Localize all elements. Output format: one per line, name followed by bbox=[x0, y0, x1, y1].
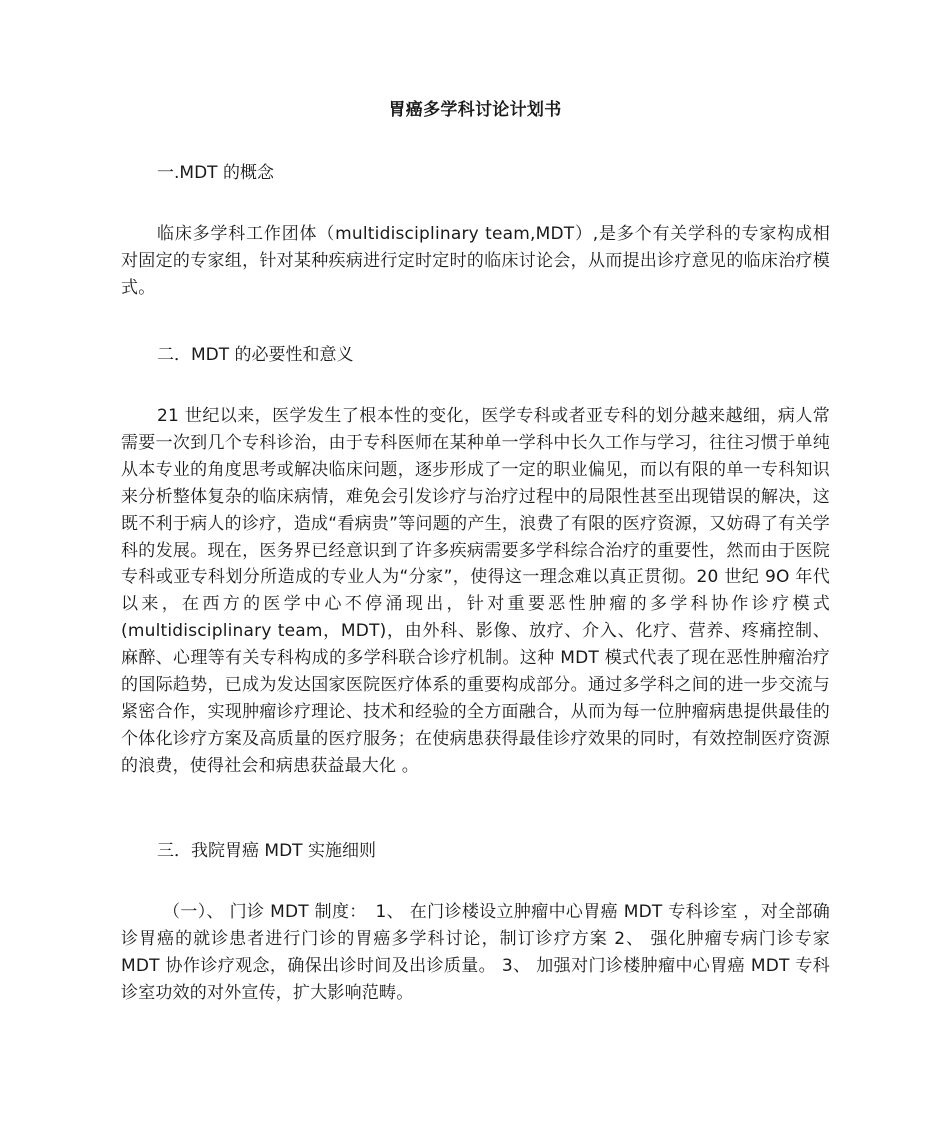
document-title: 胃癌多学科讨论计划书 bbox=[388, 100, 562, 120]
section-paragraph-outpatient-mdt: （一）、 门诊 MDT 制度： 1、 在门诊楼设立肿瘤中心胃癌 MDT 专科诊室 ，对全部确诊胃癌的就诊患者进行门诊的胃癌多学科讨论，制订诊疗方案 2、 强化肿瘤专病门诊专家 MDT 协作诊疗观念，确保出诊时间及出诊质量。 3、 加强对门诊楼肿瘤中心胃癌 MDT 专科诊室功效的对外宣传，扩大影响范畴。 bbox=[121, 902, 830, 1003]
section-paragraph-mdt-concept: 临床多学科工作团体（multidisciplinary team,MDT）,是多个有关学科的专家构成相对固定的专家组，针对某种疾病进行定时定时的临床讨论会，从而提出诊疗意见的临床治疗模式。 bbox=[121, 224, 830, 298]
section-heading-mdt-significance: 二．MDT 的必要性和意义 bbox=[157, 345, 354, 365]
section-heading-implementation-rules: 三．我院胃癌 MDT 实施细则 bbox=[157, 841, 376, 861]
section-heading-mdt-concept: 一.MDT 的概念 bbox=[157, 163, 274, 183]
section-paragraph-mdt-significance: 21 世纪以来，医学发生了根本性的变化，医学专科或者亚专科的划分越来越细，病人常需要一次到几个专科诊治，由于专科医师在某种单一学科中长久工作与学习，往往习惯于单纯从本专业的角度思考或解决临床问题，逐步形成了一定的职业偏见，而以有限的单一专科知识来分析整体复杂的临床病情，难免会引发诊疗与治疗过程中的局限性甚至出现错误的解决，这既不利于病人的诊疗，造成“看病贵”等问题的产生，浪费了有限的医疗资源，又妨碍了有关学科的发展。现在，医务界已经意识到了许多疾病需要多学科综合治疗的重要性，然而由于医院专科或亚专科划分所造成的专业人为“分家”，使得这一理念难以真正贯彻。20 世纪 9O 年代以来，在西方的医学中心不停涌现出，针对重要恶性肿瘤的多学科协作诊疗模式(multidisciplinary team，MDT)，由外科、影像、放疗、介入、化疗、营养、疼痛控制、麻醉、心理等有关专科构成的多学科联合诊疗机制。这种 MDT 模式代表了现在恶性肿瘤治疗的国际趋势，已成为发达国家医院医疗体系的重要构成部分。通过多学科之间的进一步交流与紧密合作，实现肿瘤诊疗理论、技术和经验的全方面融合，从而为每一位肿瘤病患提供最佳的个体化诊疗方案及高质量的医疗服务；在使病患获得最佳诊疗效果的同时，有效控制医疗资源的浪费，使得社会和病患获益最大化 。 bbox=[121, 406, 830, 776]
